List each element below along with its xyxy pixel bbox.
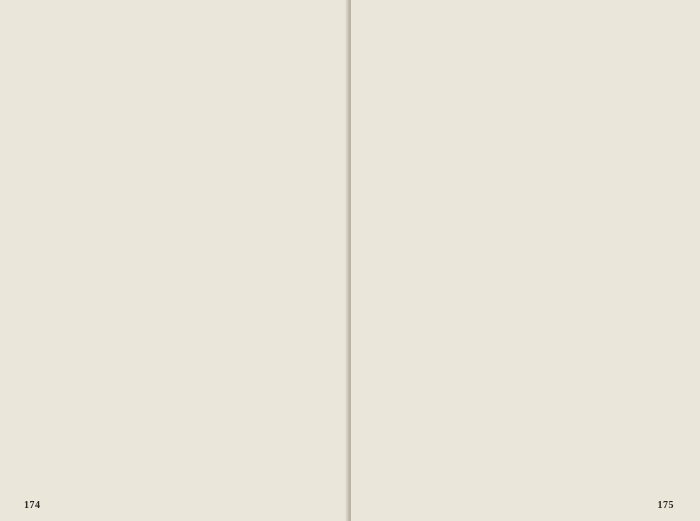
column-left [365, 22, 517, 482]
column-left [22, 22, 174, 482]
column-right [183, 22, 335, 482]
page-columns [365, 22, 678, 482]
page-174 [0, 0, 349, 521]
page-number: 175 [657, 500, 674, 511]
page-number: 174 [24, 500, 41, 511]
column-right [526, 22, 678, 482]
page-columns [22, 22, 335, 482]
page-175 [351, 0, 700, 521]
